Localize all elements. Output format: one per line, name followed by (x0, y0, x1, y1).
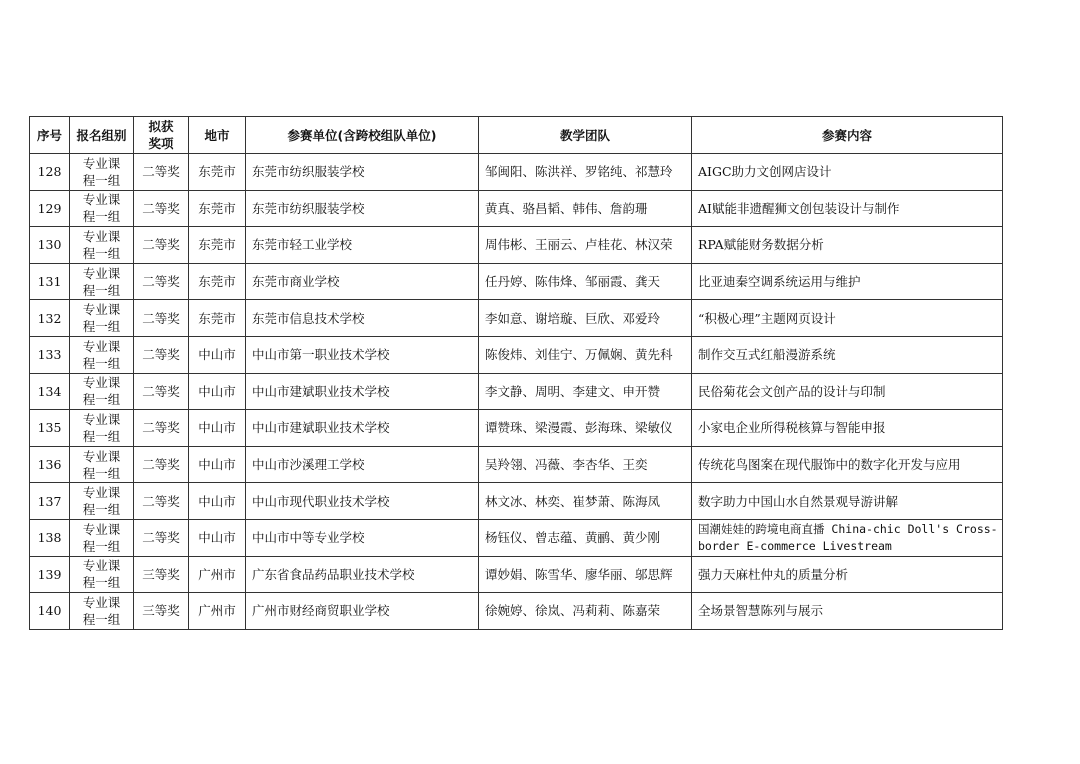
header-team: 教学团队 (479, 117, 692, 154)
city-cell: 东莞市 (189, 300, 246, 337)
city-cell: 中山市 (189, 336, 246, 373)
header-unit: 参赛单位(含跨校组队单位) (246, 117, 479, 154)
city-cell: 广州市 (189, 593, 246, 630)
unit-cell: 东莞市商业学校 (246, 263, 479, 300)
team-cell: 徐婉婷、徐岚、冯莉莉、陈嘉荣 (479, 593, 692, 630)
group-cell: 专业课程一组 (70, 336, 134, 373)
team-cell: 黄真、骆昌韬、韩伟、詹韵珊 (479, 190, 692, 227)
team-cell: 杨钰仪、曾志蕴、黄鹂、黄少刚 (479, 519, 692, 556)
serial-cell: 135 (30, 410, 70, 447)
city-cell: 东莞市 (189, 190, 246, 227)
header-row (30, 117, 1003, 154)
header-city: 地市 (189, 117, 246, 154)
serial-cell: 140 (30, 593, 70, 630)
serial-cell: 133 (30, 336, 70, 373)
award-cell: 二等奖 (134, 263, 189, 300)
award-cell: 二等奖 (134, 519, 189, 556)
serial-cell: 131 (30, 263, 70, 300)
header-award: 拟获奖项 (134, 117, 189, 154)
unit-cell: 东莞市纺织服装学校 (246, 154, 479, 191)
award-cell: 二等奖 (134, 336, 189, 373)
city-cell: 中山市 (189, 519, 246, 556)
unit-cell: 中山市沙溪理工学校 (246, 446, 479, 483)
team-cell: 吴羚翎、冯薇、李杏华、王奕 (479, 446, 692, 483)
award-cell: 二等奖 (134, 483, 189, 520)
group-cell: 专业课程一组 (70, 300, 134, 337)
table-row (30, 593, 1003, 630)
city-cell: 东莞市 (189, 227, 246, 264)
content-cell: 数字助力中国山水自然景观导游讲解 (692, 483, 1003, 520)
table-row (30, 263, 1003, 300)
team-cell: 李如意、谢培璇、巨欣、邓爱玲 (479, 300, 692, 337)
table-row (30, 446, 1003, 483)
content-cell: RPA赋能财务数据分析 (692, 227, 1003, 264)
table-row (30, 227, 1003, 264)
content-cell: AI赋能非遗醒狮文创包装设计与制作 (692, 190, 1003, 227)
serial-cell: 136 (30, 446, 70, 483)
content-cell: 传统花鸟图案在现代服饰中的数字化开发与应用 (692, 446, 1003, 483)
unit-cell: 中山市建斌职业技术学校 (246, 373, 479, 410)
content-cell: 全场景智慧陈列与展示 (692, 593, 1003, 630)
serial-cell: 138 (30, 519, 70, 556)
unit-cell: 广州市财经商贸职业学校 (246, 593, 479, 630)
table-row (30, 190, 1003, 227)
city-cell: 中山市 (189, 446, 246, 483)
table-row (30, 154, 1003, 191)
group-cell: 专业课程一组 (70, 190, 134, 227)
city-cell: 中山市 (189, 373, 246, 410)
serial-cell: 134 (30, 373, 70, 410)
group-cell: 专业课程一组 (70, 483, 134, 520)
header-serial: 序号 (30, 117, 70, 154)
city-cell: 东莞市 (189, 263, 246, 300)
serial-cell: 139 (30, 556, 70, 593)
group-cell: 专业课程一组 (70, 593, 134, 630)
serial-cell: 128 (30, 154, 70, 191)
serial-cell: 137 (30, 483, 70, 520)
content-cell: 小家电企业所得税核算与智能申报 (692, 410, 1003, 447)
team-cell: 邹闽阳、陈洪祥、罗铭纯、祁慧玲 (479, 154, 692, 191)
table-row (30, 336, 1003, 373)
group-cell: 专业课程一组 (70, 227, 134, 264)
group-cell: 专业课程一组 (70, 556, 134, 593)
awards-table (29, 116, 1003, 630)
team-cell: 李文静、周明、李建文、申开赞 (479, 373, 692, 410)
content-cell: 制作交互式红船漫游系统 (692, 336, 1003, 373)
group-cell: 专业课程一组 (70, 373, 134, 410)
table-row (30, 373, 1003, 410)
group-cell: 专业课程一组 (70, 263, 134, 300)
city-cell: 中山市 (189, 410, 246, 447)
award-cell: 三等奖 (134, 556, 189, 593)
unit-cell: 中山市中等专业学校 (246, 519, 479, 556)
award-cell: 二等奖 (134, 227, 189, 264)
award-cell: 二等奖 (134, 154, 189, 191)
award-cell: 二等奖 (134, 446, 189, 483)
unit-cell: 东莞市纺织服装学校 (246, 190, 479, 227)
content-cell: 国潮娃娃的跨境电商直播 China-chic Doll's Cross-border E-commerce Livestream (692, 519, 1003, 556)
serial-cell: 132 (30, 300, 70, 337)
content-cell: AIGC助力文创网店设计 (692, 154, 1003, 191)
content-cell: 比亚迪秦空调系统运用与维护 (692, 263, 1003, 300)
city-cell: 东莞市 (189, 154, 246, 191)
serial-cell: 129 (30, 190, 70, 227)
group-cell: 专业课程一组 (70, 446, 134, 483)
city-cell: 广州市 (189, 556, 246, 593)
header-group: 报名组别 (70, 117, 134, 154)
table-row (30, 483, 1003, 520)
content-cell: 强力天麻杜仲丸的质量分析 (692, 556, 1003, 593)
group-cell: 专业课程一组 (70, 519, 134, 556)
content-cell: “积极心理”主题网页设计 (692, 300, 1003, 337)
header-content: 参赛内容 (692, 117, 1003, 154)
team-cell: 谭赞珠、梁漫霞、彭海珠、梁敏仪 (479, 410, 692, 447)
award-cell: 二等奖 (134, 190, 189, 227)
table-row (30, 556, 1003, 593)
table-row (30, 519, 1003, 556)
unit-cell: 广东省食品药品职业技术学校 (246, 556, 479, 593)
group-cell: 专业课程一组 (70, 154, 134, 191)
award-cell: 二等奖 (134, 300, 189, 337)
unit-cell: 中山市第一职业技术学校 (246, 336, 479, 373)
serial-cell: 130 (30, 227, 70, 264)
team-cell: 周伟彬、王丽云、卢桂花、林汉荣 (479, 227, 692, 264)
team-cell: 林文冰、林奕、崔梦萧、陈海凤 (479, 483, 692, 520)
unit-cell: 东莞市信息技术学校 (246, 300, 479, 337)
award-cell: 二等奖 (134, 373, 189, 410)
team-cell: 谭妙娟、陈雪华、廖华丽、邬思辉 (479, 556, 692, 593)
table-row (30, 410, 1003, 447)
unit-cell: 东莞市轻工业学校 (246, 227, 479, 264)
city-cell: 中山市 (189, 483, 246, 520)
content-cell: 民俗菊花会文创产品的设计与印制 (692, 373, 1003, 410)
team-cell: 陈俊炜、刘佳宁、万佩娴、黄先科 (479, 336, 692, 373)
award-cell: 三等奖 (134, 593, 189, 630)
unit-cell: 中山市建斌职业技术学校 (246, 410, 479, 447)
table-body (30, 154, 1003, 630)
table-row (30, 300, 1003, 337)
award-cell: 二等奖 (134, 410, 189, 447)
group-cell: 专业课程一组 (70, 410, 134, 447)
team-cell: 任丹婷、陈伟烽、邹丽霞、龚天 (479, 263, 692, 300)
table-header (30, 117, 1003, 154)
unit-cell: 中山市现代职业技术学校 (246, 483, 479, 520)
